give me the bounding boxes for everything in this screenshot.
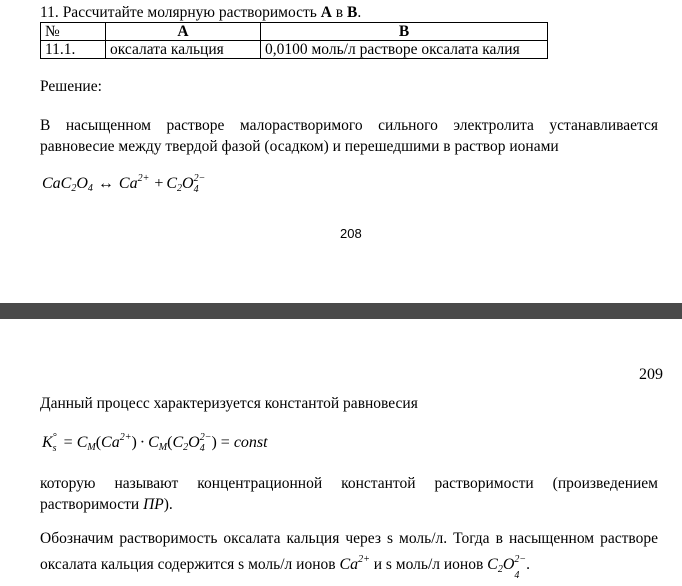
task-statement: 11. Рассчитайте молярную растворимость А в В. <box>40 4 362 21</box>
cell-a: оксалата кальция <box>106 41 261 59</box>
table-row <box>41 41 548 59</box>
task-table <box>40 22 548 59</box>
paragraph-concentration-constant: которую называют концентрационной константой растворимости (произведением растворимости ПР). <box>40 475 658 513</box>
header-b: В <box>261 23 548 41</box>
paragraph-equilibrium: В насыщенном растворе малорастворимого сильного электролита устанавливается равновесие между твердой фазой (осадком) и перешедшими в раствор ионами <box>40 117 658 155</box>
cell-number: 11.1. <box>41 41 106 59</box>
cell-b: 0,0100 моль/л растворе оксалата калия <box>261 41 548 59</box>
header-a: А <box>106 23 261 41</box>
page-separator <box>0 303 682 319</box>
paragraph-solubility: Обозначим растворимость оксалата кальция через s моль/л. Тогда в насыщенном растворе оксалата кальция содержится s моль/л ионов $Ca^{2+}$ и s моль/л ионов $C_2O^{2-}$ 4 . <box>40 530 658 581</box>
paragraph-constant: Данный процесс характеризуется константой равновесия <box>40 395 418 412</box>
page-209 <box>0 319 682 582</box>
dissolution-equation: $CaC_2O_4$ ↔ $Ca^{2+} + C_2O^{2-}$ 4 <box>42 173 206 195</box>
page-number-208: 208 <box>340 226 362 241</box>
solution-label: Решение: <box>40 78 102 95</box>
page-number-209: 209 <box>639 366 663 383</box>
header-number: № <box>41 23 106 41</box>
table-header-row <box>41 23 548 41</box>
solubility-constant-equation: K° s = $C_M(Ca^{2+}) \cdot C_M(C_2O^{2-}$ 4 ) = const <box>42 432 268 454</box>
